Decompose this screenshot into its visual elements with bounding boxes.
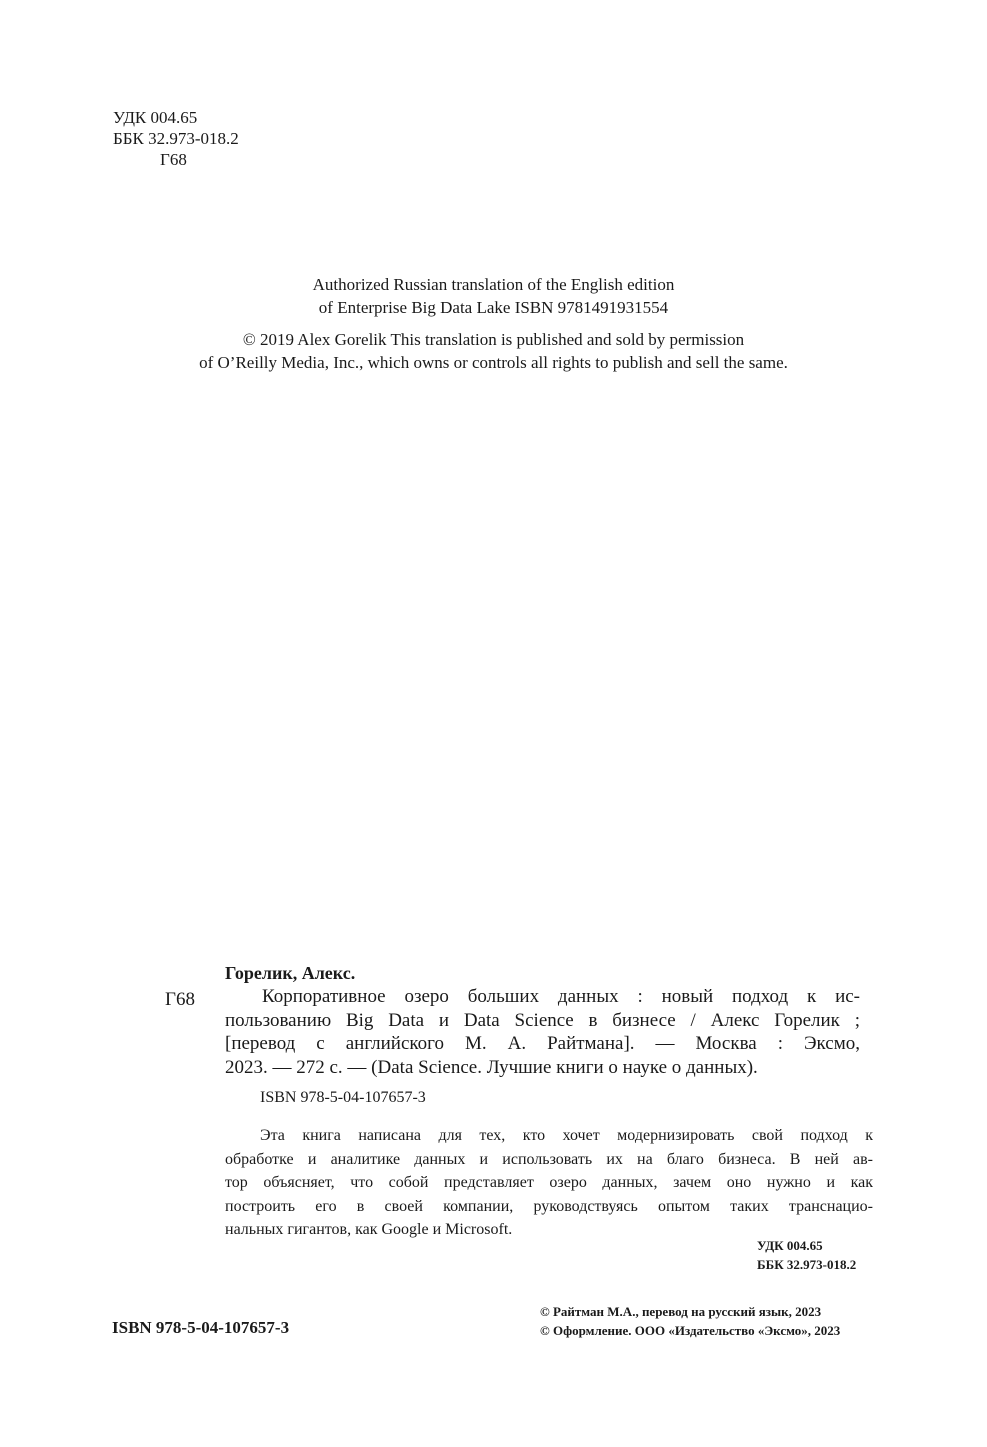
bbk-code: ББК 32.973-018.2 — [113, 129, 239, 148]
annotation-line: Эта книга написана для тех, кто хочет модернизировать свой подход к — [260, 1127, 873, 1144]
footer-copyrights — [540, 1302, 840, 1340]
translation-notice — [0, 273, 987, 374]
bibliographic-description — [225, 985, 860, 1079]
copyright-notice-line: © 2019 Alex Gorelik This translation is published and sold by permission — [242, 330, 745, 349]
annotation-line: тор объясняет, что собой представляет озеро данных, зачем оно нужно и как — [225, 1174, 873, 1191]
bib-cutter-mark: Г68 — [165, 989, 195, 1010]
design-copyright: © Оформление. ООО «Издательство «Эксмо», 2023 — [540, 1323, 841, 1338]
bib-line: [перевод с английского М. А. Райтмана]. — Москва : Эксмо, — [225, 1033, 860, 1054]
isbn-record: ISBN 978-5-04-107657-3 — [260, 1089, 426, 1106]
annotation — [225, 1124, 873, 1242]
notice-line: Authorized Russian translation of the English edition — [312, 275, 675, 294]
footer-isbn: ISBN 978-5-04-107657-3 — [112, 1318, 290, 1337]
bib-line: Корпоративное озеро больших данных : новый подход к ис- — [262, 986, 860, 1007]
copyright-notice-line: of O’Reilly Media, Inc., which owns or controls all rights to publish and sell the same. — [199, 353, 788, 372]
bib-line: 2023. — 272 с. — (Data Science. Лучшие книги о науке о данных). — [225, 1056, 758, 1078]
udk-code: УДК 004.65 — [757, 1238, 823, 1253]
notice-line: of Enterprise Big Data Lake ISBN 9781491931554 — [318, 298, 669, 317]
bib-line: пользованию Big Data и Data Science в бизнесе / Алекс Горелик ; — [225, 1009, 860, 1031]
annotation-line: нальных гигантов, как Google и Microsoft. — [225, 1221, 513, 1238]
translation-copyright: © Райтман М.А., перевод на русский язык, 2023 — [540, 1304, 822, 1319]
bbk-code: ББК 32.973-018.2 — [757, 1257, 857, 1272]
cutter-mark: Г68 — [160, 150, 187, 169]
udk-code: УДК 004.65 — [113, 108, 198, 127]
classification-top — [113, 107, 239, 170]
annotation-line: построить его в своей компании, руководствуясь опытом таких транснацио- — [225, 1197, 873, 1215]
classification-bottom — [757, 1236, 856, 1274]
annotation-line: обработке и аналитике данных и использовать их на благо бизнеса. В ней ав- — [225, 1150, 873, 1168]
author-heading: Горелик, Алекс. — [225, 963, 356, 983]
